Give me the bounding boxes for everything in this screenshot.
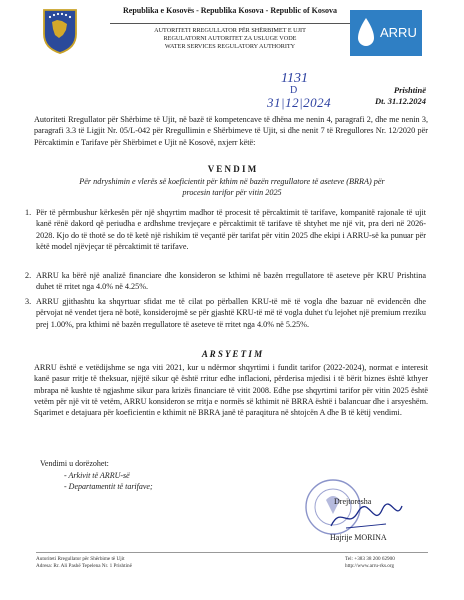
registry-letter: D [290,85,298,96]
signatory-name: Hajrije MORINA [330,533,387,542]
registry-number: 1131 [281,71,308,86]
intro-paragraph: Autoriteti Rregullator për Shërbime të Ujit, në bazë të kompetencave të dhëna me nenin 4, paragrafi 2, dhe me nenin 3, paragrafi 3.3 të Ligjit Nr. 05/L-042 për Rregullimin e Shërbimeve të Ujit, si dhe nenit 7 të Rregullores Nr. 12/2020 për Përcaktimin e Tarifave për Shërbimet e Ujit në Kosovë, nxjerr këtë: [34,115,428,147]
decision-subtitle: Për ndryshimin e vlerës së koeficientit për kthim në bazën rregullatore të aseteve (BRRA) për procesin tarifor për vitin 2025 [79,177,385,197]
arru-logo-text: ARRU [380,25,417,40]
delivery-title: Vendimi u dorëzohet: [40,459,109,468]
item-number: 1. [25,208,32,217]
arru-logo [350,10,422,56]
decision-item-2 [25,270,426,293]
footer-phone: Tel: +383 38 200 62900 [345,556,395,562]
decision-title: V E N D I M [207,164,257,174]
footer-website[interactable]: http://www.arru-rks.org [345,563,395,569]
document-date: Dt. 31.12.2024 [375,96,426,106]
footer-divider [36,552,428,553]
decision-item-3 [25,296,426,330]
decision-item-1 [25,207,426,252]
kosovo-coat-of-arms [42,8,78,54]
header-divider [110,23,350,24]
registry-date: 31|12|2024 [267,95,332,110]
delivery-item: - Arkivit të ARRU-së [64,471,130,480]
item-number: 3. [25,297,32,306]
reasoning-title: A R S Y E T I M [201,349,263,359]
signatory-role: Drejtoresha [334,497,372,506]
reasoning-paragraph: ARRU është e vetëdijshme se nga viti 2021, kur u ndërmor shqyrtimi i fundit tarifor (2022-2024), normat e interesit kanë pasur rritje të theksuar, njëjtë sikur që është rritur edhe inflacioni, përderisa mjedisi i të bërit biznes është kthyer mbrapa në kushte të ngjashme sikur para krizës financiare të vitit 2008. Edhe pse shqyrtimi tarifor për vitin 2025 është vetëm për një vit të vetëm, ARRU konsideron se rritja e normës së kthimit në BRRA është i balancuar dhe i arsyeshëm. Sqarimet e detajuara për koeficientin e kthimit në BRRA janë të paraqitura në shtojcën A dhe B të këtij vendimi. [34,363,428,418]
header-republic: Republika e Kosovës - Republika Kosova - Republic of Kosova [122,6,338,15]
header-authority-sr: REGULATORNI AUTORITET ZA USLUGE VODE [163,35,297,42]
item-text: ARRU ka bërë një analizë financiare dhe konsideron se kthimi në bazën rregullatore të aseteve për KRU Prishtina duhet të rritet nga 4.0% në 4.25%. [36,271,426,292]
place-city: Prishtinë [393,85,426,95]
header-authority-sq: AUTORITETI RREGULLATOR PËR SHËRBIMET E UJIT [154,27,306,34]
footer-address: Adresa: Rr. Ali Pashë Tepelena Nr. 1 Prishtinë [36,563,132,569]
item-text: Për të përmbushur kërkesën për një shqyrtim madhor të procesit të përcaktimit të tarifave, kompanitë rajonale të ujit kanë rënë dakord që periudha e ardhshme trevjeçare e përcaktimit të tarifave të shtyhet me një vit, pra deri në 2026-2028. Kjo do të thotë se do të ketë një rishikim të veçantë për tarifat për vitin 2025 dhe ekipi i ARRU-së ka punuar për këtë model njëvjeçar të përcaktimit të tarifave. [36,208,426,251]
header-authority-en: WATER SERVICES REGULATORY AUTHORITY [164,43,296,50]
item-text: ARRU gjithashtu ka shqyrtuar sfidat me të cilat po përballen KRU-të më të vogla dhe bazuar në evidencën dhe përvojat në vendet tjera në botë, konsiderojmë se për gjashtë KRU-të më të vogla duhet t'u lejohet një premium rreziku prej 1.00%, pra kthimi në bazën rregullatore të aseteve të rritet nga 4.0% në 5.25%. [36,297,426,329]
item-number: 2. [25,271,32,280]
delivery-item: - Departamentit të tarifave; [64,482,153,491]
footer-org: Autoriteti Rregullator për Shërbime të Ujit [36,556,125,562]
